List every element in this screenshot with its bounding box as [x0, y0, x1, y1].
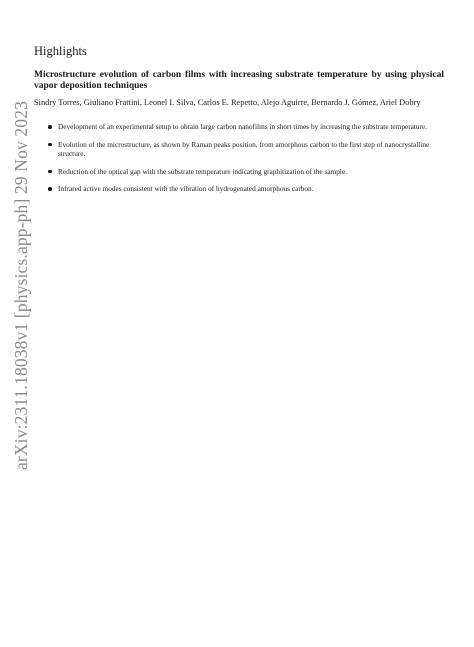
bullet-icon: [48, 170, 52, 174]
highlights-page: [34, 44, 444, 202]
highlight-item: [48, 167, 444, 177]
highlight-item: [48, 122, 444, 132]
highlights-list: [34, 122, 444, 194]
bullet-icon: [48, 143, 52, 147]
arxiv-side-stamp: [4, 90, 38, 470]
highlight-text: Infrared active modes consistent with the vibration of hydrogenated amorphous carbon.: [58, 184, 314, 193]
bullet-icon: [48, 125, 52, 129]
section-heading: Highlights: [34, 44, 87, 58]
highlight-text: Evolution of the microstructure, as shown by Raman peaks position, from amorphous carbon to the first step of nanocrystalline structure.: [58, 139, 430, 158]
highlight-text: Development of an experimental setup to obtain large carbon nanofilms in short times by increasing the substrate temperature.: [58, 122, 428, 131]
author-list: Sindry Torres, Giuliano Frattini, Leonel I. Silva, Carlos E. Repetto, Alejo Aguirre, Bernardo J. Gómez, Ariel Dobry: [34, 98, 421, 107]
highlight-item: [48, 140, 444, 159]
arxiv-identifier: arXiv:2311.18038v1 [physics.app-ph] 29 Nov 2023: [11, 101, 31, 470]
highlight-text: Reduction of the optical gap with the substrate temperature indicating graphitization of the sample.: [58, 166, 347, 176]
highlight-item: [48, 184, 444, 194]
paper-title: Microstructure evolution of carbon films with increasing substrate temperature by using physical vapor deposition techniques: [34, 70, 444, 91]
bullet-icon: [48, 187, 52, 191]
